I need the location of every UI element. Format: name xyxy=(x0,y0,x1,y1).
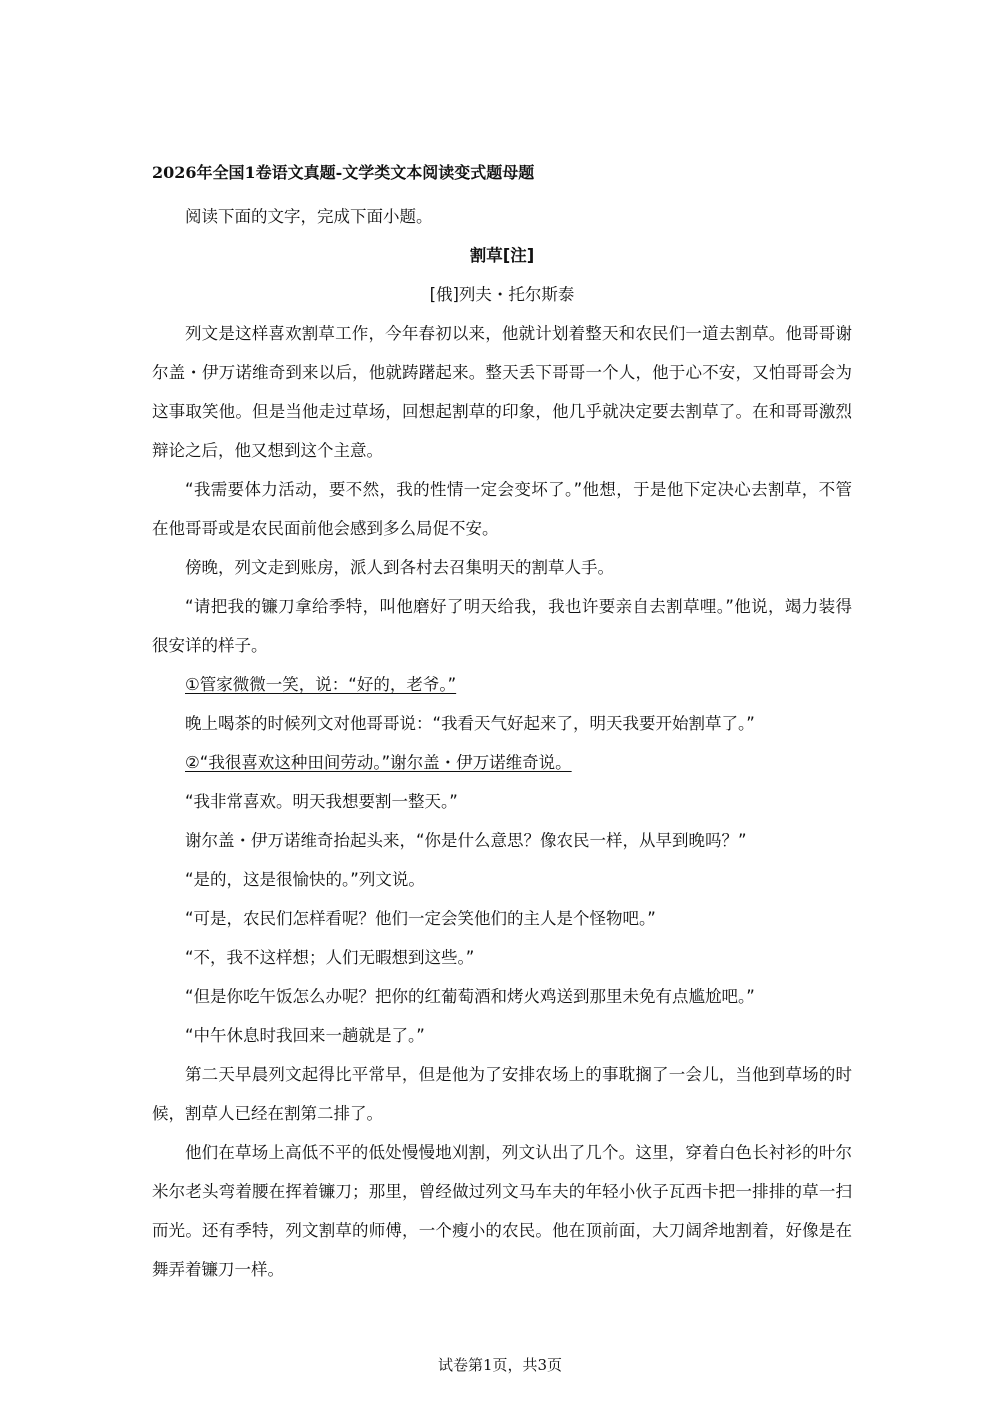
paragraph: 第二天早晨列文起得比平常早，但是他为了安排农场上的事耽搁了一会儿，当他到草场的时候，割草人已经在割第二排了。 xyxy=(152,1065,852,1123)
paragraph: 傍晚，列文走到账房，派人到各村去召集明天的割草人手。 xyxy=(185,558,614,577)
paragraph: “可是，农民们怎样看呢？他们一定会笑他们的主人是个怪物吧。” xyxy=(185,909,656,928)
underlined-sentence-1 xyxy=(152,665,852,704)
paragraph: 晚上喝茶的时候列文对他哥哥说：“我看天气好起来了，明天我要开始割草了。” xyxy=(185,714,755,733)
story-author: [俄]列夫・托尔斯泰 xyxy=(429,285,575,304)
story-title: 割草[注] xyxy=(469,246,535,265)
paragraph: “是的，这是很愉快的。”列文说。 xyxy=(185,870,425,889)
exam-heading: 2026年全国1卷语文真题-文学类文本阅读变式题母题 xyxy=(152,163,535,182)
paragraph: “我需要体力活动，要不然，我的性情一定会变坏了。”他想，于是他下定决心去割草，不管在他哥哥或是农民面前他会感到多么局促不安。 xyxy=(152,480,852,538)
paragraph: “请把我的镰刀拿给季特，叫他磨好了明天给我，我也许要亲自去割草哩。”他说，竭力装得很安详的样子。 xyxy=(152,597,852,655)
paragraph: “不，我不这样想；人们无暇想到这些。” xyxy=(185,948,475,967)
paragraph: “我非常喜欢。明天我想要割一整天。” xyxy=(185,792,458,811)
underlined-text: ①管家微微一笑，说：“好的，老爷。” xyxy=(185,675,457,694)
paragraph: 谢尔盖・伊万诺维奇抬起头来，“你是什么意思？像农民一样，从早到晚吗？” xyxy=(185,831,747,850)
page-footer: 试卷第1页，共3页 xyxy=(437,1356,563,1374)
reading-passage xyxy=(152,197,852,1289)
paragraph: “但是你吃午饭怎么办呢？把你的红葡萄酒和烤火鸡送到那里未免有点尴尬吧。” xyxy=(185,987,755,1006)
paragraph: 他们在草场上高低不平的低处慢慢地刈割，列文认出了几个。这里，穿着白色长衬衫的叶尔米尔老头弯着腰在挥着镰刀；那里，曾经做过列文马车夫的年轻小伙子瓦西卡把一排排的草一扫而光。还有季特，列文割草的师傅，一个瘦小的农民。他在顶前面，大刀阔斧地割着，好像是在舞弄着镰刀一样。 xyxy=(152,1143,852,1279)
underlined-text: ②“我很喜欢这种田间劳动。”谢尔盖・伊万诺维奇说。 xyxy=(185,753,572,772)
paragraph: “中午休息时我回来一趟就是了。” xyxy=(185,1026,425,1045)
paragraph: 列文是这样喜欢割草工作，今年春初以来，他就计划着整天和农民们一道去割草。他哥哥谢尔盖・伊万诺维奇到来以后，他就踌躇起来。整天丢下哥哥一个人，他于心不安，又怕哥哥会为这事取笑他。但是当他走过草场，回想起割草的印象，他几乎就决定要去割草了。在和哥哥激烈辩论之后，他又想到这个主意。 xyxy=(152,324,852,460)
underlined-sentence-2 xyxy=(152,743,852,782)
instruction-text: 阅读下面的文字，完成下面小题。 xyxy=(185,207,433,226)
